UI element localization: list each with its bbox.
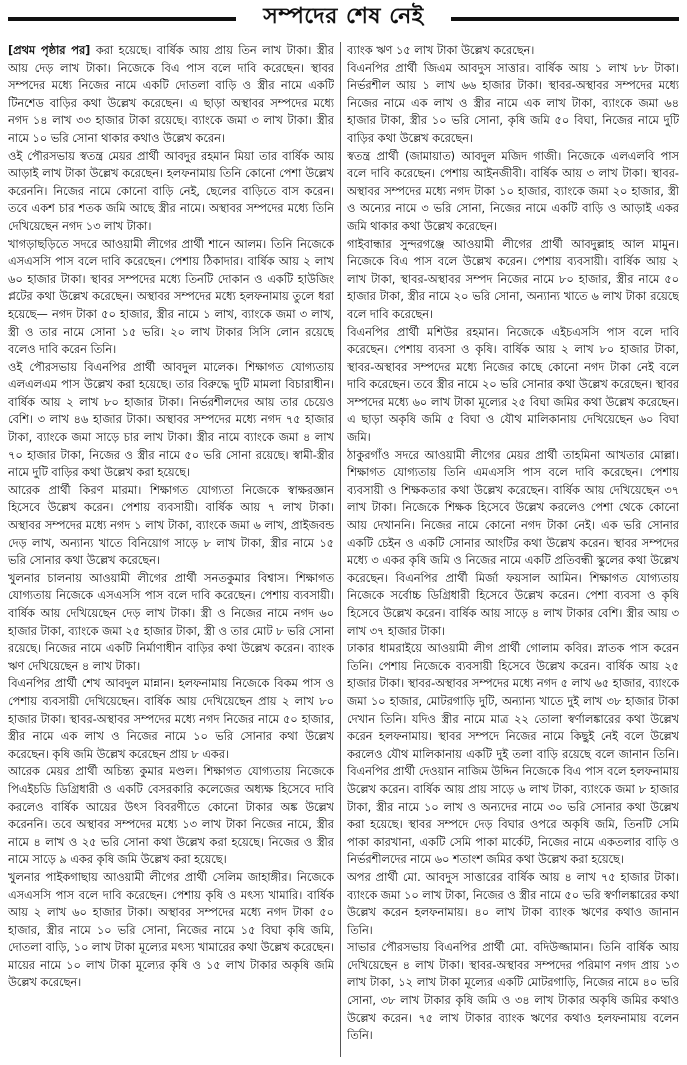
- article-paragraph: সাভার পৌরসভায় বিএনপির প্রার্থী মো. বদিউজ্জামান। তিনি বার্ষিক আয় দেখিয়েছেন ৪ লাখ টাকা। স্থাবর-অস্থাবর সম্পদের পরিমাণ নগদ প্রায় ১৩ লাখ টাকা, ১২ লাখ টাকা মূল্যের একটি মোটরগাড়ি, নিজের নামে ৪০ ভরি সোনা, ৩৮ লাখ টাকার কৃষি জমি ও ৩৪ লাখ টাকার অকৃষি জমির কথাও উল্লেখ করেন। ৭৫ লাখ টাকার ব্যাংক ঋণের কথাও হলফনামায় বলেন তিনি।: [347, 941, 679, 1043]
- article-paragraph: বিএনপির প্রার্থী জিএম আবদুস সাত্তার। বার্ষিক আয় ১ লাখ ৮৮ টাকা। নির্ভরশীল আয় ১ লাখ ৬৬ হাজার টাকা। স্থাবর-অস্থাবর সম্পদের মধ্যে নিজের নামে এক লাখ ও স্ত্রীর নামে এক লাখ টাকা, ব্যাংকে জমা ৬৪ হাজার টাকা, স্ত্রীর ১০ ভরি সোনা, কৃষি জমি ৫০ বিঘা, নিজের নামে দুটি বাড়ির কথা উল্লেখ করেছেন।: [347, 61, 679, 145]
- article-paragraph: বিএনপির প্রার্থী মশিউর রহমান। নিজেকে এইচএসসি পাস বলে দাবি করেছেন। পেশায় ব্যবসা ও কৃষি। বার্ষিক আয় ২ লাখ ৮০ হাজার টাকা, স্থাবর-অস্থাবর সম্পদের মধ্যে নিজের কাছে কোনো নগদ টাকা নেই বলে দাবি করেছেন। তবে স্ত্রীর নামে ২০ ভরি সোনার কথা উল্লেখ করেছেন। স্থাবর সম্পদের মধ্যে ৬০ লাখ টাকা মূল্যের ২৫ বিঘা জমির কথা উল্লেখ করেছেন। এ ছাড়া অকৃষি জমি ৫ বিঘা ও যৌথ মালিকানায় দেখিয়েছেন ৬০ বিঘা জমি।: [347, 325, 679, 445]
- article-paragraph: [8, 42, 334, 148]
- continued-from-label: [প্রথম পৃষ্ঠার পর]: [8, 44, 91, 57]
- article-column-left: [8, 42, 334, 1059]
- article-paragraph: ঢাকার ধামরাইয়ে আওয়ামী লীগ প্রার্থী গোলাম কবির। স্নাতক পাস করেন তিনি। পেশায় নিজেকে ব্যবসায়ী হিসেবে উল্লেখ করেন। বার্ষিক আয় ২৫ হাজার টাকা। স্থাবর-অস্থাবর সম্পদের মধ্যে নগদ ৫ লাখ ৬৫ হাজার, ব্যাংকে জমা ১০ হাজার, মোটরগাড়ি দুটি, অন্যান্য খাতে দুই লাখ ৩৮ হাজার টাকা দেখান তিনি। যদিও স্ত্রীর নামে মাত্র ২২ তোলা স্বর্ণালঙ্কারের কথা উল্লেখ করেন হলফনামায়। স্থাবর সম্পদে নিজের নামে কিছুই নেই বলে উল্লেখ করলেও যৌথ মালিকানায় একটি দুই তলা বাড়ি রয়েছে বলে জানান তিনি। বিএনপির প্রার্থী দেওয়ান নাজিম উদ্দিন নিজেকে বিএ পাস বলে হলফনামায় উল্লেখ করেন। বার্ষিক আয় প্রায় সাড়ে ৬ লাখ টাকা, ব্যাংকে জমা ৮ হাজার টাকা, স্ত্রীর নামে ১০ লাখ ও অন্যদের নামে ৩০ ভরি সোনার কথা উল্লেখ করা হয়েছে। স্থাবর সম্পদে দেড় বিঘার ওপরে অকৃষি জমি, তিনটি সেমি পাকা কারখানা, একটি সেমি পাকা মার্কেট, নিজের নামে একতলার বাড়ি ও নির্ভরশীলদের নামে ৬০ শতাংশ জমির কথা উল্লেখ করা হয়েছে।: [347, 642, 679, 867]
- headline-title: সম্পদের শেষ নেই: [255, 0, 431, 36]
- article-paragraph: অপর প্রার্থী মো. আবদুস সাত্তারের বার্ষিক আয় ৪ লাখ ৭৫ হাজার টাকা। ব্যাংকে জমা ১০ লাখ টাকা, নিজের ও স্ত্রীর নামে ৫০ ভরি স্বর্ণালঙ্কারের কথা উল্লেখ করেন হলফনামায়। ৪০ লাখ টাকা ব্যাংক ঋণের কথাও জানান তিনি।: [347, 870, 679, 937]
- article-paragraph: আরেক প্রার্থী কিরণ মারমা। শিক্ষাগত যোগ্যতা নিজেকে স্বাক্ষরজ্ঞান হিসেবে উল্লেখ করেন। পেশায় ব্যবসায়ী। বার্ষিক আয় ৭ লাখ টাকা। অস্থাবর সম্পদের মধ্যে নগদ ১ লাখ টাকা, ব্যাংকে জমা ৬ লাখ, প্রাইজবন্ড দেড় লাখ, অন্যান্য খাতে বিনিয়োগ সাড়ে ৮ লাখ টাকা, স্ত্রীর নামে ১৫ ভরি সোনার কথা উল্লেখ করেছেন।: [8, 483, 334, 568]
- article-paragraph: ব্যাংক ঋণ ১৫ লাখ টাকা উল্লেখ করেছেন।: [347, 44, 535, 57]
- headline-rule-left: [8, 17, 236, 21]
- article-paragraph: ওই পৌরসভায় বিএনপির প্রার্থী আবদুল মালেক। শিক্ষাগত যোগ্যতায় এলএলএম পাস উল্লেখ করা হয়েছে। তার বিরুদ্ধে দুটি মামলা বিচারাধীন। বার্ষিক আয় ২ লাখ ৮০ হাজার টাকা। নির্ভরশীলদের আয় তার চেয়েও বেশি। ৩ লাখ ৪৬ হাজার টাকা। অস্থাবর সম্পদের মধ্যে নগদ ৭৫ হাজার টাকা, ব্যাংকে জমা সাড়ে চার লাখ টাকা। স্ত্রীর নামে ব্যাংকে জমা ৪ লাখ ৭০ হাজার টাকা, নিজের ও স্ত্রীর নামে ৫০ ভরি সোনা রয়েছে। স্বামী-স্ত্রীর নামে দুটি বাড়ির কথা উল্লেখ করা হয়েছে।: [8, 360, 334, 480]
- article-paragraph: খাগড়াছড়িতে সদরে আওয়ামী লীগের প্রার্থী শানে আলম। তিনি নিজেকে এসএসসি পাস বলে দাবি করেছেন। পেশায় ঠিকাদার। বার্ষিক আয় ২ লাখ ৬০ হাজার টাকা। স্থাবর সম্পদের মধ্যে তিনটি দোকান ও একটি হাউজিং প্লটের কথা উল্লেখ করেছেন। অস্থাবর সম্পদের মধ্যে হলফনামায় তুলে ধরা হয়েছে— নগদ টাকা ৫০ হাজার, স্ত্রীর নামে ১ লাখ, ব্যাংকে জমা ৩ লাখ, স্ত্রী ও তার নামে সোনা ১৫ ভরি। ২০ লাখ টাকার সিসি লোন রয়েছে বলেও দাবি করেন তিনি।: [8, 237, 334, 357]
- article-paragraph: ওই পৌরসভায় স্বতন্ত্র মেয়র প্রার্থী আবদুর রহমান মিয়া তার বার্ষিক আয় আড়াই লাখ টাকা উল্লেখ করেছেন। হলফনামায় তিনি কোনো পেশা উল্লেখ করেননি। নিজের নামে কোনো বাড়ি নেই, ছেলের বাড়িতে বাস করেন। তবে একশ চার শতক জমি আছে স্ত্রীর নামে। অস্থাবর সম্পদের মধ্যে তিনি দেখিয়েছেন নগদ ১৩ লাখ টাকা।: [8, 149, 334, 233]
- column-divider: [340, 42, 341, 1057]
- article-paragraph: ঠাকুরগাঁও সদরে আওয়ামী লীগের মেয়র প্রার্থী তাহমিনা আখতার মোল্লা। শিক্ষাগত যোগ্যতায় তিনি এমএসসি পাস বলে দাবি করেছেন। পেশায় ব্যবসায়ী ও শিক্ষকতার কথা উল্লেখ করেছেন। বার্ষিক আয় দেখিয়েছেন ৩৭ লাখ টাকা। নিজেকে শিক্ষক হিসেবে উল্লেখ করলেও পেশা থেকে কোনো আয় দেখাননি। নিজের নামে কোনো নগদ টাকা নেই। এক ভরি সোনার একটি চেইন ও একটি সোনার আংটির কথা উল্লেখ করেন। স্থাবর সম্পদের মধ্যে ৩ একর কৃষি জমি ও নিজের নামে একটি প্রতিবন্ধী স্কুলের কথা উল্লেখ করেছেন। বিএনপির প্রার্থী মির্জা ফয়সাল আমিন। শিক্ষাগত যোগ্যতায় নিজেকে সর্বোচ্চ ডিগ্রিধারী হিসেবে উল্লেখ করেন। পেশা ব্যবসা ও কৃষি হিসেবে উল্লেখ করেন। বার্ষিক আয় সাড়ে ৪ লাখ টাকার বেশি। স্ত্রীর আয় ৩ লাখ ৩৭ হাজার টাকা।: [347, 448, 679, 638]
- article-paragraph: খুলনার চালনায় আওয়ামী লীগের প্রার্থী সনতকুমার বিশ্বাস। শিক্ষাগত যোগ্যতায় নিজেকে এসএসসি পাস বলে দাবি করেছেন। পেশায় ব্যবসায়ী। বার্ষিক আয় দেখিয়েছেন দেড় লাখ টাকা। স্ত্রী ও নিজের নামে নগদ ৬০ হাজার টাকা, ব্যাংকে জমা ২৫ হাজার টাকা, স্ত্রী ও তার মোট ৮ ভরি সোনা রয়েছে। নিজের নামে একটি নির্মাণাধীন বাড়ির কথা উল্লেখ করেন। ব্যাংক ঋণ দেখিয়েছেন ৪ লাখ টাকা।: [8, 571, 334, 673]
- article-paragraph: আরেক মেয়র প্রার্থী অচিন্ত্য কুমার মণ্ডল। শিক্ষাগত যোগ্যতায় নিজেকে পিএইচডি ডিগ্রিধারী ও একটি বেসরকারি কলেজের অধ্যক্ষ হিসেবে দাবি করলেও বার্ষিক আয়ের উৎস বিবরণীতে কোনো টাকার অঙ্ক উল্লেখ করেননি। তবে অস্থাবর সম্পদের মধ্যে ১৩ লাখ টাকা নিজের নামে, স্ত্রীর নামে ৪ লাখ ও ২৫ ভরি সোনা কথা উল্লেখ করা হয়েছে। নিজের ও স্ত্রীর নামে সাড়ে ৯ একর কৃষি জমি উল্লেখ করা হয়েছে।: [8, 765, 334, 867]
- article-paragraph: বিএনপির প্রার্থী শেখ আবদুল মান্নান। হলফনামায় নিজেকে বিকম পাস ও পেশায় ব্যবসায়ী দেখিয়েছেন। বার্ষিক আয় দেখিয়েছেন প্রায় ২ লাখ ৮০ হাজার টাকা। স্থাবর-অস্থাবর সম্পদের মধ্যে নগদ নিজের নামে ৫০ হাজার, স্ত্রীর নামে এক লাখ ও নিজের নামে ১০ ভরি সোনার কথা উল্লেখ করেছেন। কৃষি জমি উল্লেখ করেছেন প্রায় ৮ একর।: [8, 677, 334, 761]
- article-column-right: [347, 42, 679, 1059]
- headline-bar: [0, 0, 687, 34]
- article-paragraph: খুলনার পাইকগাছায় আওয়ামী লীগের প্রার্থী সেলিম জাহাঙ্গীর। নিজেকে এসএসসি পাস বলে দাবি করেছেন। পেশায় কৃষি ও মৎস্য খামারি। বার্ষিক আয় ২ লাখ ৬০ হাজার টাকা। অস্থাবর সম্পদের মধ্যে নগদ টাকা ৫০ হাজার, স্ত্রীর নামে ১০ ভরি সোনা, নিজের নামে ১৫ বিঘা কৃষি জমি, দোতলা বাড়ি, ১০ লাখ টাকা মূল্যের মৎস্য খামারের কথা উল্লেখ করেছেন। মায়ের নামে ১০ লাখ টাকা মূল্যের কৃষি ও ১৫ লাখ টাকার অকৃষি জমি উল্লেখ করেছেন।: [8, 870, 334, 990]
- paragraph-text: করা হয়েছে। বার্ষিক আয় প্রায় তিন লাখ টাকা। স্ত্রীর আয় দেড় লাখ টাকা। নিজেকে বিএ পাস বলে দাবি করেছেন। স্থাবর সম্পদের মধ্যে নিজের নামে একটি দোতলা বাড়ি ও স্ত্রীর নামে একটি টিনশেড বাড়ির কথা উল্লেখ করেছেন। এ ছাড়া অস্থাবর সম্পদের মধ্যে নগদ ১৪ লাখ ৩৩ হাজার টাকা রয়েছে। ব্যাংকে জমা ৩ লাখ টাকা। স্ত্রীর নামে ১০ ভরি সোনা থাকার কথাও উল্লেখ করেন।: [8, 44, 334, 145]
- article-paragraph: গাইবান্ধার সুন্দরগঞ্জে আওয়ামী লীগের প্রার্থী আবদুল্লাহ আল মামুন। নিজেকে বিএ পাস বলে উল্লেখ করেন। পেশায় ব্যবসায়ী। বার্ষিক আয় ২ লাখ টাকা, স্থাবর-অস্থাবর সম্পদ নিজের নামে ৮০ হাজার, স্ত্রীর নামে ৫০ হাজার টাকা, স্ত্রীর নামে ২০ ভরি সোনা, অন্যান্য খাতে ৬ লাখ টাকা রয়েছে বলে দাবি করেছেন।: [347, 237, 679, 321]
- article-paragraph: স্বতন্ত্র প্রার্থী (জামায়াত) আবদুল মজিদ গাজী। নিজেকে এলএলবি পাস বলে দাবি করেছেন। পেশায় আইনজীবী। বার্ষিক আয় ৩ লাখ টাকা। স্থাবর-অস্থাবর সম্পদের মধ্যে নগদ টাকা ১০ হাজার, ব্যাংকে জমা ২০ হাজার, স্ত্রী ও অন্যের নামে ৩ ভরি সোনা, নিজের নামে একটি বাড়ি ও আড়াই একর জমি থাকার কথা উল্লেখ করেছেন।: [347, 149, 679, 233]
- headline-rule-right: [451, 17, 679, 21]
